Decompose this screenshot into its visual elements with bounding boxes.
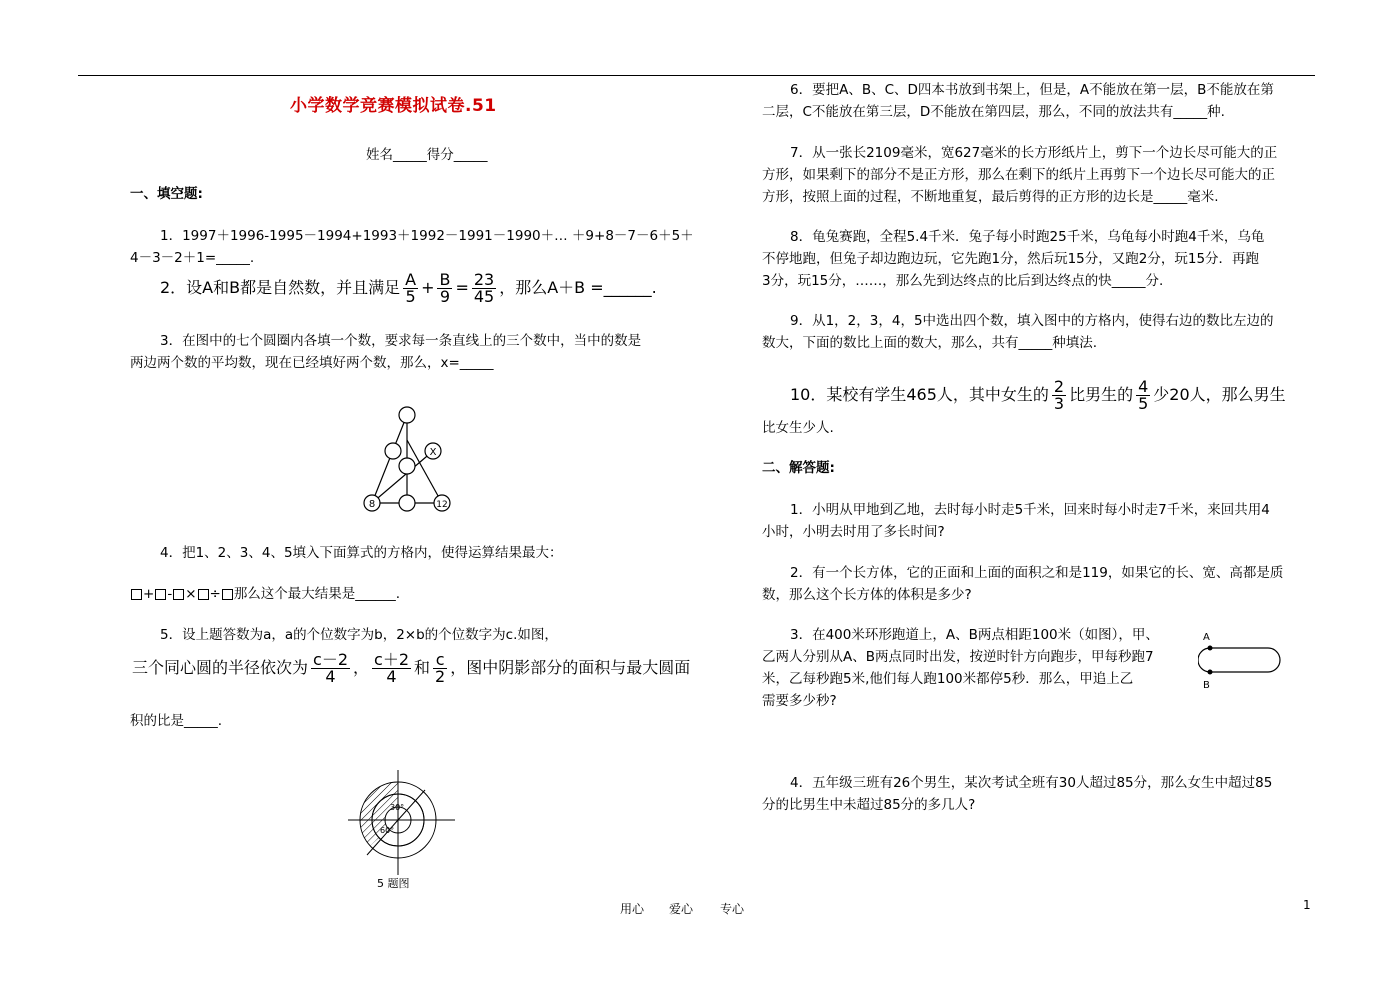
a2-line2: 数，那么这个长方体的体积是多少?	[762, 587, 972, 603]
footer-left: 用心	[620, 902, 645, 916]
q5-line2	[132, 648, 690, 688]
circle-bottom-mid	[399, 495, 415, 511]
circle-top	[399, 407, 415, 423]
q8-line1: 8．龟兔赛跑，全程5.4千米．兔子每小时跑25千米，乌龟每小时跑4千米，乌龟	[790, 229, 1265, 245]
q7-line2: 方形，如果剩下的部分不是正方形，那么在剩下的纸片上再剪下一个边长尽可能大的正	[762, 167, 1275, 183]
q6-line2: 二层，C不能放在第三层，D不能放在第四层，那么，不同的放法共有_____种.	[762, 104, 1225, 120]
q10-prefix: 10．某校有学生465人，其中女生的	[790, 385, 1049, 404]
q10-frac1	[1052, 379, 1066, 412]
angle-30: 30°	[390, 803, 405, 812]
a2-line1: 2．有一个长方体，它的正面和上面的面积之和是119，如果它的长、宽、高都是质	[790, 565, 1284, 581]
a1-line1: 1．小明从甲地到乙地，去时每小时走5千米，回来时每小时走7千米，来回共用4	[790, 502, 1270, 518]
q4-line2	[130, 583, 400, 605]
q5-frac2-num: c＋2	[374, 650, 409, 669]
q3-line1: 3．在图中的七个圆圈内各填一个数，要求每一条直线上的三个数中，当中的数是	[160, 333, 642, 349]
q1-line2: 4－3－2＋1=_____.	[130, 250, 255, 266]
a3-line3: 米，乙每秒跑5米,他们每人跑100米都停5秒．那么，甲追上乙	[762, 671, 1134, 687]
q10-frac1-den: 3	[1053, 394, 1065, 413]
q4-suffix: 那么这个最大结果是______.	[233, 586, 401, 602]
a3-line1: 3．在400米环形跑道上，A、B两点相距100米（如图），甲、	[790, 627, 1159, 643]
q2-frac2-den: 9	[439, 287, 451, 306]
q10	[790, 375, 1286, 415]
footer-right: 专心	[720, 902, 745, 916]
q2	[160, 268, 657, 308]
blank-box-3	[173, 589, 184, 600]
q10-suffix: 少20人，那么男生	[1153, 385, 1286, 404]
q9-line1: 9．从1，2，3，4，5中选出四个数，填入图中的方格内，使得右边的数比左边的	[790, 313, 1274, 329]
circle-center	[399, 458, 415, 474]
q2-frac1-num: A	[405, 270, 417, 289]
label-b: B	[1203, 680, 1210, 691]
q10-mid: 比男生的	[1069, 385, 1134, 404]
page-title: 小学数学竞赛模拟试卷.51	[290, 96, 497, 116]
q5-and: 和	[414, 658, 431, 677]
q5-frac1	[311, 652, 350, 685]
a4-line1: 4．五年级三班有26个男生，某次考试全班有30人超过85分，那么女生中超过85	[790, 775, 1273, 791]
blank-box-5	[222, 589, 233, 600]
section-answer: 二、解答题:	[762, 460, 835, 476]
label-8: 8	[368, 499, 376, 510]
q8-line2: 不停地跑，但兔子却边跑边玩，它先跑1分，然后玩15分，又跑2分，玩15分．再跑	[762, 251, 1260, 267]
q5-frac2	[372, 652, 411, 685]
q2-plus: +	[421, 278, 435, 297]
q5-prefix: 三个同心圆的半径依次为	[132, 658, 309, 677]
q2-frac3-num: 23	[473, 270, 495, 289]
op-times: ×	[185, 586, 197, 602]
a1-line2: 小时，小明去时用了多长时间?	[762, 524, 945, 540]
q2-suffix: ，那么A＋B =______.	[499, 278, 657, 297]
q5-frac3-den: 2	[435, 667, 446, 686]
q10-line2: 比女生少人.	[762, 420, 834, 436]
q5-frac1-den: 4	[325, 667, 336, 686]
q5-frac3-num: c	[433, 652, 447, 669]
a3-line2: 乙两人分别从A、B两点同时出发，按逆时针方向跑步，甲每秒跑7	[762, 649, 1154, 665]
q2-equals: =	[455, 278, 469, 297]
page-number: 1	[1303, 898, 1311, 912]
running-track-figure	[1198, 628, 1288, 692]
q10-frac2-num: 4	[1138, 377, 1149, 396]
blank-box-4	[198, 589, 209, 600]
seven-circles-figure	[350, 395, 470, 520]
q2-prefix: 2．设A和B都是自然数，并且满足	[160, 278, 401, 297]
q2-frac1	[403, 272, 418, 305]
concentric-circles-figure	[345, 765, 460, 895]
q10-frac2-den: 5	[1138, 394, 1149, 413]
q9-line2: 数大，下面的数比上面的数大，那么，共有_____种填法.	[762, 335, 1098, 351]
circle-mid-left	[385, 443, 401, 459]
blank-box-2	[155, 589, 166, 600]
q8-line3: 3分，玩15分，……，那么先到达终点的比后到达终点的快_____分.	[762, 273, 1164, 289]
label-a: A	[1203, 632, 1210, 643]
q5-line1: 5．设上题答数为a，a的个位数字为b，2×b的个位数字为c.如图，	[160, 627, 558, 643]
q10-frac2	[1136, 379, 1150, 412]
q4-line1: 4．把1、2、3、4、5填入下面算式的方格内，使得运算结果最大：	[160, 545, 563, 561]
q2-frac1-den: 5	[405, 287, 416, 306]
blank-box-1	[131, 589, 142, 600]
angle-60: 60°	[380, 826, 395, 835]
a4-line2: 分的比男生中未超过85分的多几人?	[762, 797, 976, 813]
q7-line1: 7．从一张长2109毫米，宽627毫米的长方形纸片上，剪下一个边长尽可能大的正	[790, 145, 1278, 161]
q2-frac3-den: 45	[473, 287, 495, 306]
q5-frac1-num: c－2	[313, 650, 348, 669]
op-plus: +	[143, 586, 155, 602]
q6-line1: 6．要把A、B、C、D四本书放到书架上，但是，A不能放在第一层，B不能放在第	[790, 82, 1274, 98]
q10-frac1-num: 2	[1053, 377, 1065, 396]
q5-suffix: ，图中阴影部分的面积与最大圆面	[450, 658, 691, 677]
footer-mid: 爱心	[669, 902, 694, 916]
top-rule	[78, 75, 1315, 76]
q2-frac2-num: B	[439, 270, 451, 289]
q3-line2: 两边两个数的平均数，现在已经填好两个数，那么，x=_____	[130, 355, 494, 371]
q1-line1: 1．1997＋1996-1995－1994+1993＋1992－1991－1990＋… ＋9+8－7－6＋5＋	[160, 228, 694, 244]
label-12: 12	[436, 500, 448, 510]
q7-line3: 方形，按照上面的过程，不断地重复，最后剪得的正方形的边长是_____毫米.	[762, 189, 1219, 205]
track-loop	[1210, 648, 1280, 672]
figure-caption: 5 题图	[377, 877, 410, 890]
a3-line4: 需要多少秒?	[762, 693, 837, 709]
q5-sep: ，	[353, 658, 370, 677]
q2-frac3	[472, 272, 496, 305]
q2-frac2	[437, 272, 452, 305]
label-x: X	[429, 447, 437, 458]
op-divide: ÷	[209, 586, 221, 602]
q5-frac2-den: 4	[386, 667, 397, 686]
q5-frac3	[433, 652, 447, 685]
q5-line3: 积的比是_____.	[130, 713, 223, 729]
section-fill-in: 一、填空题:	[130, 186, 203, 202]
name-score-line: 姓名_____得分_____	[366, 147, 488, 163]
op-minus: -	[167, 586, 173, 602]
